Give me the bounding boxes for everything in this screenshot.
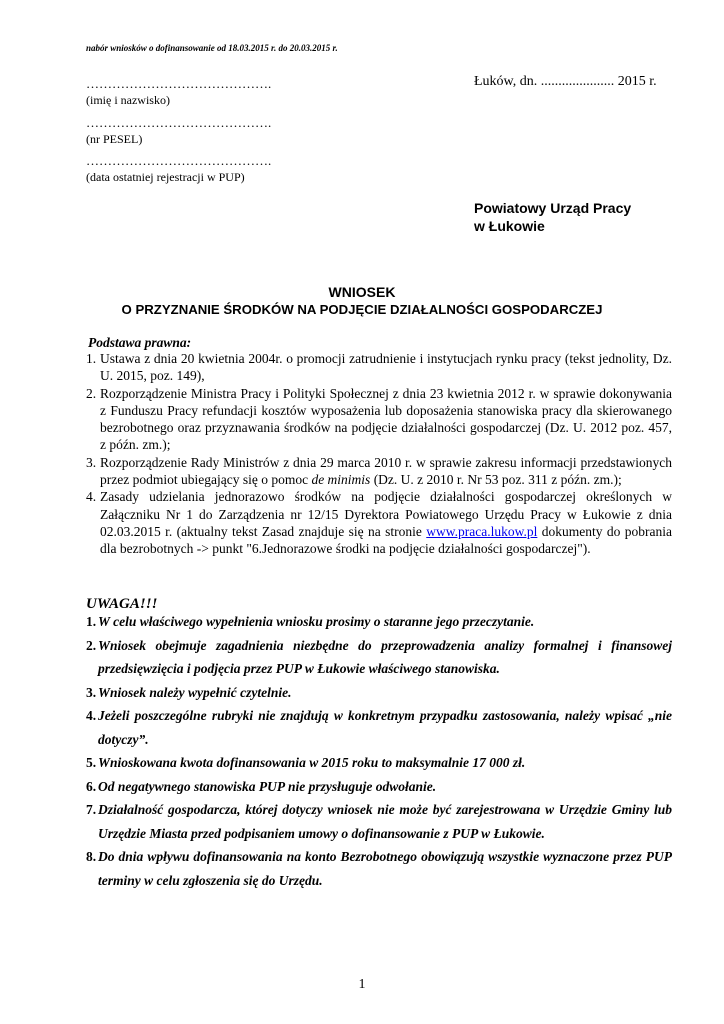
item-text: Działalność gospodarcza, której dotyczy wniosek nie może być zarejestrowana w Urzędzie Gminy lub Urzędzie Miasta przed podpisaniem umowy o dofinansowanie z PUP w Łukowie. (98, 802, 672, 841)
registration-date-label: (data ostatniej rejestracji w PUP) (86, 170, 245, 184)
list-item (86, 350, 672, 385)
item-text: Wnioskowana kwota dofinansowania w 2015 roku to maksymalnie 17 000 zł. (98, 755, 526, 770)
list-item (86, 681, 672, 705)
legal-basis-list (86, 350, 672, 558)
item-number: 3. (86, 454, 97, 470)
item-number: 7. (86, 802, 97, 817)
item-number: 5. (86, 755, 97, 770)
name-label: (imię i nazwisko) (86, 93, 170, 107)
list-item (86, 488, 672, 557)
list-item (86, 454, 672, 489)
list-item (86, 385, 672, 454)
item-text: Jeżeli poszczególne rubryki nie znajdują w konkretnym przypadku zastosowania, należy wpisać „nie dotyczy”. (98, 708, 672, 747)
item-text: Od negatywnego stanowiska PUP nie przysługuje odwołanie. (98, 778, 437, 794)
recipient-office (474, 199, 631, 235)
pesel-label: (nr PESEL) (86, 132, 143, 146)
item-text: Rozporządzenie Rady Ministrów z dnia 29 marca 2010 r. w sprawie zakresu informacji przedstawionych przez podmiot ubiegający się o pomoc (100, 454, 672, 488)
list-item (86, 775, 672, 799)
item-text: W celu właściwego wypełnienia wniosku prosimy o staranne jego przeczytanie. (98, 614, 535, 629)
item-number: 2. (86, 385, 97, 401)
item-text: Wniosek należy wypełnić czytelnie. (98, 684, 292, 700)
item-text: Do dnia wpływu dofinansowania na konto Bezrobotnego obowiązują wszystkie wyznaczone przez PUP terminy w celu zgłoszenia się do Urzędu. (98, 849, 672, 888)
page-number: 1 (358, 977, 366, 992)
document-subtitle: O PRZYZNANIE ŚRODKÓW NA PODJĘCIE DZIAŁALNOŚCI GOSPODARCZEJ (121, 302, 603, 317)
item-text: Rozporządzenie Ministra Pracy i Polityki Społecznej z dnia 23 kwietnia 2012 r. w sprawie dokonywania z Funduszu Pracy refundacji kosztów wyposażenia lub doposażenia stanowiska pracy dla skierowanego bezrobotnego oraz przyznawania środków na podjęcie działalności gospodarczej (Dz. U. 2012 poz. 457, z późn. zm.); (100, 385, 672, 453)
item-text: Zasady udzielania jednorazowo środków na podjęcie działalności gospodarczej określonych w Załączniku Nr 1 do Zarządzenia nr 12/15 Dyrektora Powiatowego Urzędu Pracy w Łukowie z dnia 02.03.2015 r. (aktualny tekst Zasad znajduje się na stronie (100, 489, 672, 539)
document-title: WNIOSEK (328, 284, 396, 300)
website-link[interactable]: www.praca.lukow.pl (426, 523, 538, 539)
list-item (86, 751, 672, 775)
warning-heading: UWAGA!!! (86, 596, 158, 612)
date-dotted-line: ……………………………………. (86, 153, 272, 168)
warning-list (86, 610, 672, 892)
item-number: 1. (86, 614, 97, 629)
item-number: 4. (86, 489, 97, 505)
item-text: Ustawa z dnia 20 kwietnia 2004r. o promocji zatrudnienie i instytucjach rynku pracy (tekst jednolity, Dz. U. 2015, poz. 149), (100, 351, 672, 384)
list-item (86, 610, 672, 634)
list-item (86, 798, 672, 845)
item-text-italic: de minimis (311, 472, 371, 488)
item-text: Wniosek obejmuje zagadnienia niezbędne do przeprowadzenia analizy formalnej i finansowej przedsięwzięcia i podjęcia przez PUP w Łukowie właściwego stanowiska. (98, 637, 672, 676)
list-item (86, 704, 672, 751)
item-number: 2. (86, 637, 97, 653)
recipient-line1: Powiatowy Urząd Pracy (474, 200, 632, 216)
place-date: Łuków, dn. ..................... 2015 r. (474, 74, 657, 89)
item-number: 4. (86, 708, 97, 723)
list-item (86, 845, 672, 892)
list-item (86, 634, 672, 681)
item-number: 6. (86, 778, 97, 794)
item-text: dokumenty do pobrania dla bezrobotnych -> punkt "6.Jednorazowe środki na podjęcie działalności gospodarczej"). (100, 523, 672, 557)
pesel-dotted-line: ……………………………………. (86, 115, 272, 130)
name-dotted-line: ……………………………………. (86, 76, 272, 91)
item-number: 8. (86, 849, 97, 864)
item-number: 1. (86, 351, 97, 366)
recipient-line2: w Łukowie (474, 218, 545, 234)
item-number: 3. (86, 684, 97, 700)
item-text: (Dz. U. z 2010 r. Nr 53 poz. 311 z późn. zm.); (370, 472, 622, 488)
legal-basis-heading: Podstawa prawna: (88, 335, 192, 350)
header-note: nabór wniosków o dofinansowanie od 18.03.2015 r. do 20.03.2015 r. (86, 43, 338, 53)
